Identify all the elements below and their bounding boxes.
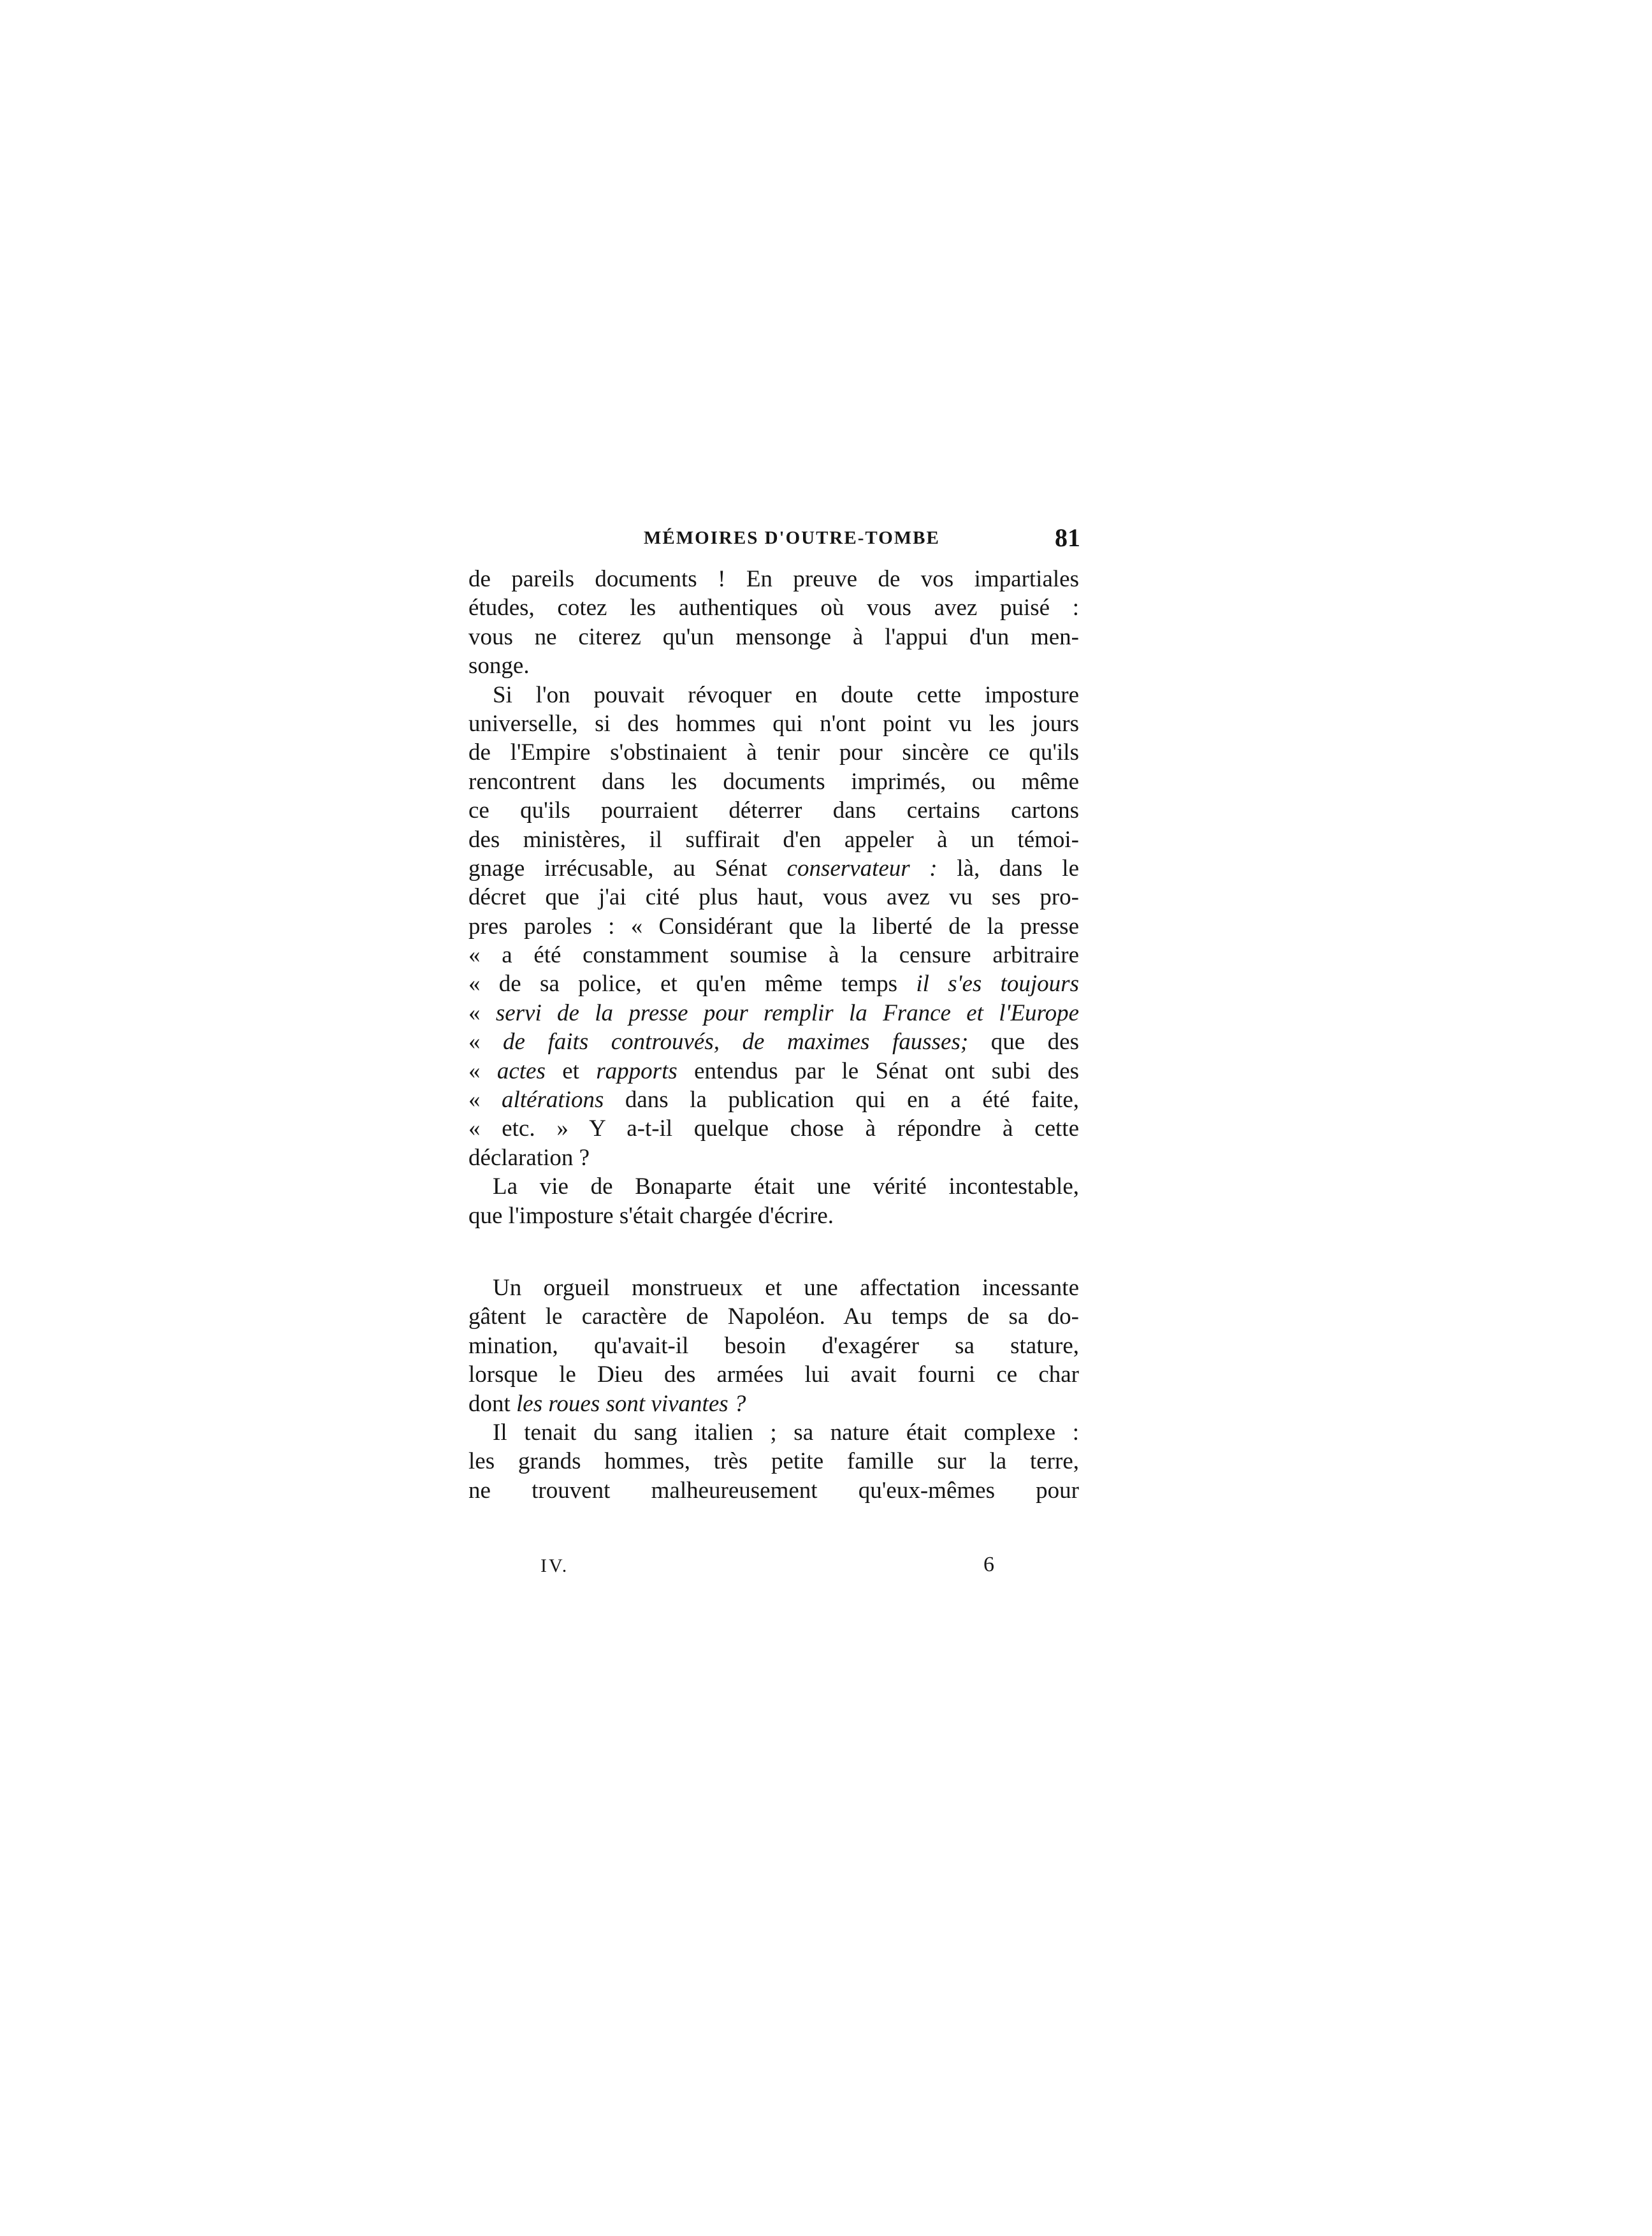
text-line: ne trouvent malheureusement qu'eux-mêmes pour <box>468 1477 1079 1504</box>
sheet-number: 6 <box>983 1553 994 1576</box>
text-run: gnage irrécusable, au Sénat <box>468 855 767 882</box>
text-line: rencontrent dans les documents imprimés, ou même <box>468 768 1079 795</box>
text-line: études, cotez les authentiques où vous avez puisé : <box>468 595 1079 621</box>
text-run: là, dans le <box>957 855 1079 882</box>
quote-mark: « <box>468 999 481 1026</box>
text-line: vous ne citerez qu'un mensonge à l'appui d'un men- <box>468 623 1079 650</box>
text-line <box>468 1390 1079 1418</box>
italic-run: de faits controuvés, de maximes fausses; <box>503 1029 969 1056</box>
text-line <box>468 854 1079 883</box>
text-line <box>468 969 1079 998</box>
text-run: « de sa police, et qu'en même temps <box>468 971 898 998</box>
text-block <box>468 565 1079 1505</box>
text-line: de l'Empire s'obstinaient à tenir pour sincère ce qu'ils <box>468 739 1079 766</box>
text-run: dans la publication qui en a été faite, <box>625 1087 1080 1114</box>
text-run: que des <box>990 1029 1079 1056</box>
italic-run: les roues sont vivantes ? <box>516 1390 746 1417</box>
text-line <box>468 1057 1079 1085</box>
italic-run: il s'es toujours <box>916 971 1079 998</box>
text-line: Il tenait du sang italien ; sa nature était complexe : <box>493 1419 1079 1446</box>
text-line: mination, qu'avait-il besoin d'exagérer sa stature, <box>468 1332 1079 1359</box>
text-line: La vie de Bonaparte était une vérité incontestable, <box>493 1173 1079 1200</box>
italic-run: rapports <box>596 1057 677 1084</box>
text-line: pres paroles : « Considérant que la liberté de la presse <box>468 913 1079 940</box>
quote-mark: « <box>468 1029 481 1056</box>
signature-mark: IV. <box>540 1555 569 1576</box>
text-line: que l'imposture s'était chargée d'écrire. <box>468 1202 834 1229</box>
text-line: « etc. » Y a-t-il quelque chose à répondre à cette <box>468 1115 1079 1142</box>
section-break <box>468 1230 1079 1274</box>
text-run: et <box>562 1057 579 1084</box>
italic-run: altérations <box>502 1087 604 1114</box>
text-line: décret que j'ai cité plus haut, vous avez vu ses pro- <box>468 884 1079 911</box>
text-line: gâtent le caractère de Napoléon. Au temps de sa do- <box>468 1303 1079 1330</box>
italic-run: conservateur : <box>786 855 938 882</box>
text-line <box>468 1027 1079 1056</box>
quote-mark: « <box>468 1087 481 1114</box>
text-run: dont <box>468 1390 511 1417</box>
text-run: entendus par le Sénat ont subi des <box>694 1057 1080 1084</box>
text-line <box>468 1085 1079 1114</box>
page-footer <box>468 1555 1079 1581</box>
running-title: MÉMOIRES D'OUTRE-TOMBE <box>644 528 940 548</box>
italic-run: servi de la presse pour remplir la France et l'Europe <box>495 999 1079 1026</box>
text-line: songe. <box>468 653 530 679</box>
text-line: de pareils documents ! En preuve de vos impartiales <box>468 566 1079 592</box>
text-line: déclaration ? <box>468 1144 590 1171</box>
text-line: lorsque le Dieu des armées lui avait fourni ce char <box>468 1361 1079 1388</box>
running-head <box>468 523 1083 561</box>
text-line: universelle, si des hommes qui n'ont point vu les jours <box>468 710 1079 737</box>
text-line: les grands hommes, très petite famille sur la terre, <box>468 1448 1079 1475</box>
text-line: ce qu'ils pourraient déterrer dans certains cartons <box>468 797 1079 824</box>
text-line <box>468 999 1079 1027</box>
text-line: des ministères, il suffirait d'en appeler à un témoi- <box>468 826 1079 853</box>
text-line: « a été constamment soumise à la censure arbitraire <box>468 942 1079 969</box>
italic-run: actes <box>496 1057 546 1084</box>
quote-mark: « <box>468 1057 481 1084</box>
text-line: Un orgueil monstrueux et une affectation incessante <box>493 1274 1079 1301</box>
page-number: 81 <box>1055 523 1080 552</box>
text-line: Si l'on pouvait révoquer en doute cette imposture <box>493 681 1079 708</box>
